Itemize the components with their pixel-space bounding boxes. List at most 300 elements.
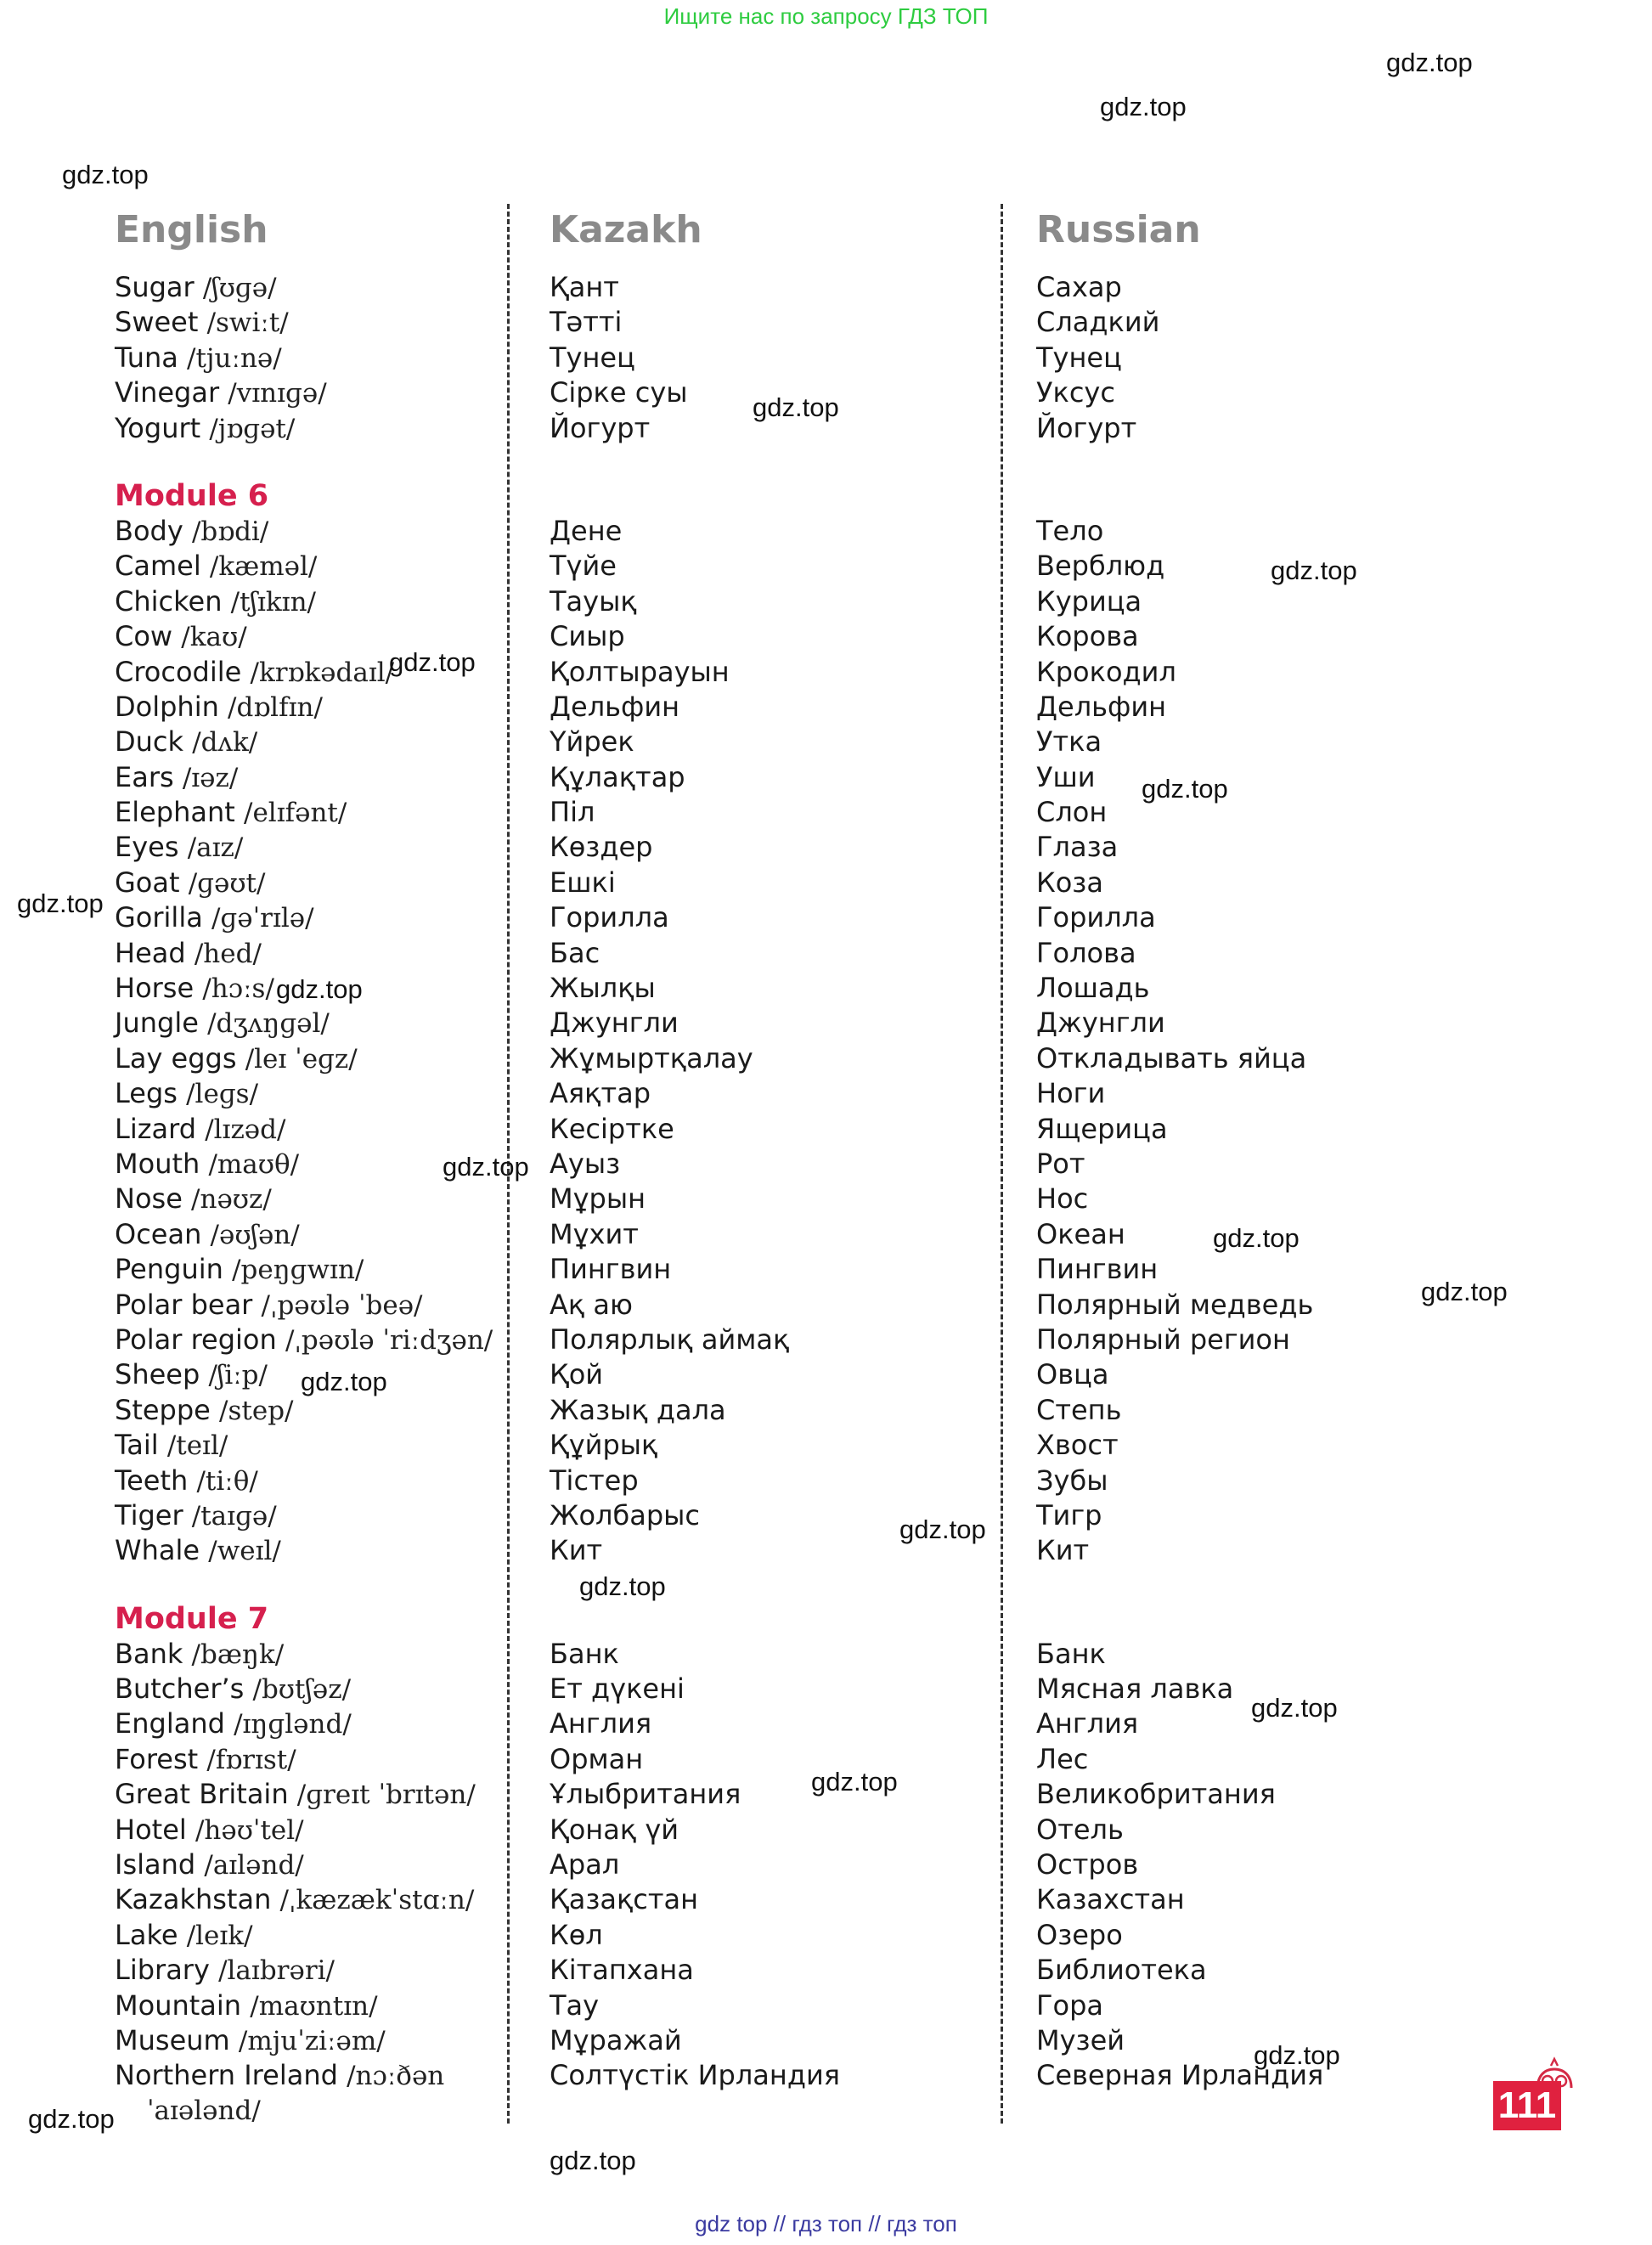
module-heading: Module 6 bbox=[115, 478, 269, 513]
word-separator bbox=[198, 306, 206, 338]
english-entry bbox=[115, 1672, 514, 1706]
word-separator bbox=[172, 620, 181, 652]
english-transcription: /ɡəˈrɪlə/ bbox=[211, 903, 314, 934]
watermark: gdz.top bbox=[62, 160, 149, 189]
english-transcription: /həʊˈtel/ bbox=[195, 1814, 304, 1846]
english-transcription: /ɪŋɡlənd/ bbox=[234, 1709, 352, 1740]
russian-word: Отель bbox=[1036, 1813, 1124, 1846]
english-entry bbox=[115, 411, 514, 446]
english-transcription: /mjuˈziːəm/ bbox=[238, 2025, 386, 2056]
russian-word: Овца bbox=[1036, 1358, 1109, 1391]
module-heading-spacer bbox=[1036, 478, 1512, 514]
english-word: Kazakhstan bbox=[115, 1883, 272, 1916]
english-word: Vinegar bbox=[115, 376, 220, 409]
kazakh-word: Қой bbox=[550, 1358, 604, 1391]
russian-word: Горилла bbox=[1036, 901, 1156, 934]
russian-word: Океан bbox=[1036, 1217, 1125, 1250]
english-word: Hotel bbox=[115, 1813, 187, 1846]
english-transcription: /ɪəz/ bbox=[182, 762, 239, 793]
english-entry bbox=[115, 1498, 514, 1533]
word-separator bbox=[338, 2059, 347, 2091]
english-entry bbox=[115, 866, 514, 900]
kazakh-word: Үйрек bbox=[550, 725, 634, 759]
english-word: Camel bbox=[115, 550, 201, 583]
watermark: gdz.top bbox=[579, 1571, 666, 1601]
russian-word: Глаза bbox=[1036, 831, 1119, 864]
kazakh-word: Тістер bbox=[550, 1464, 639, 1497]
section-gap bbox=[1036, 446, 1512, 478]
english-word: Great Britain bbox=[115, 1778, 289, 1811]
kazakh-word: Тәтті bbox=[550, 306, 623, 339]
english-transcription: /teɪl/ bbox=[166, 1430, 228, 1462]
bottom-links[interactable]: gdz top // гдз топ // гдз топ bbox=[695, 2211, 957, 2237]
word-separator bbox=[200, 1534, 208, 1566]
russian-word: Крокодил bbox=[1036, 655, 1176, 688]
russian-word: Джунгли bbox=[1036, 1007, 1165, 1040]
english-transcription: /dɒlfɪn/ bbox=[228, 691, 323, 723]
english-transcription: /dʒʌŋɡəl/ bbox=[207, 1008, 330, 1040]
russian-header: Russian bbox=[1036, 208, 1201, 251]
english-transcription: /laɪbrəri/ bbox=[218, 1955, 335, 1987]
kazakh-word: Көздер bbox=[550, 831, 653, 864]
english-entry bbox=[115, 1813, 514, 1847]
english-word: Goat bbox=[115, 866, 180, 899]
module-heading-spacer bbox=[550, 1601, 991, 1637]
english-transcription: /bæŋk/ bbox=[191, 1639, 285, 1670]
english-word: Jungle bbox=[115, 1007, 199, 1040]
english-entry bbox=[115, 1323, 514, 1357]
english-entry bbox=[115, 1988, 514, 2023]
english-entry bbox=[115, 1637, 514, 1672]
english-word: Cow bbox=[115, 620, 173, 653]
watermark: gdz.top bbox=[1213, 1223, 1300, 1253]
kazakh-word: Солтүстік Ирландия bbox=[550, 2059, 840, 2092]
english-word: Northern Ireland bbox=[115, 2059, 338, 2092]
english-word: Whale bbox=[115, 1534, 200, 1567]
word-separator bbox=[244, 1672, 252, 1705]
word-separator bbox=[195, 1848, 204, 1881]
english-word: Nose bbox=[115, 1182, 183, 1216]
english-entry bbox=[115, 305, 514, 340]
english-word: Sheep bbox=[115, 1358, 200, 1391]
english-transcription: /aɪz/ bbox=[187, 832, 244, 864]
russian-word: Остров bbox=[1036, 1848, 1139, 1881]
russian-word: Сладкий bbox=[1036, 306, 1160, 339]
english-entry bbox=[115, 1076, 514, 1111]
kazakh-word: Көл bbox=[550, 1918, 603, 1951]
russian-word: Степь bbox=[1036, 1393, 1122, 1426]
kazakh-word: Тауық bbox=[550, 584, 637, 618]
kazakh-word: Ауыз bbox=[550, 1147, 621, 1180]
russian-word: Лошадь bbox=[1036, 972, 1150, 1005]
kazakh-word: Мұхит bbox=[550, 1217, 639, 1250]
kazakh-word: Түйе bbox=[550, 550, 617, 583]
kazakh-word: Орман bbox=[550, 1742, 644, 1775]
english-entry bbox=[115, 1777, 514, 1812]
russian-word: Северная Ирландия bbox=[1036, 2059, 1324, 2092]
watermark: gdz.top bbox=[1254, 2040, 1340, 2070]
word-separator bbox=[159, 1429, 167, 1461]
column-divider-right bbox=[1001, 204, 1003, 2124]
watermark: gdz.top bbox=[550, 2146, 636, 2175]
english-transcription: /peŋɡwɪn/ bbox=[232, 1255, 364, 1286]
kazakh-word: Аяқтар bbox=[550, 1077, 651, 1110]
russian-word: Йогурт bbox=[1036, 411, 1137, 444]
english-word: Ears bbox=[115, 760, 174, 793]
russian-word: Уши bbox=[1036, 760, 1096, 793]
english-word: Elephant bbox=[115, 796, 235, 829]
russian-word: Рот bbox=[1036, 1147, 1085, 1180]
english-word: Legs bbox=[115, 1077, 178, 1110]
section-gap bbox=[115, 1569, 514, 1601]
english-entry bbox=[115, 936, 514, 971]
english-entry bbox=[115, 1533, 514, 1568]
english-word: Chicken bbox=[115, 584, 223, 618]
word-separator bbox=[200, 412, 209, 444]
watermark: gdz.top bbox=[1251, 1693, 1338, 1723]
section-gap bbox=[550, 446, 991, 478]
english-transcription: /leɪk/ bbox=[186, 1920, 253, 1951]
watermark: gdz.top bbox=[28, 2104, 115, 2134]
english-transcription: /tʃɪkɪn/ bbox=[230, 586, 316, 618]
watermark: gdz.top bbox=[276, 974, 363, 1004]
kazakh-word: Қант bbox=[550, 271, 619, 303]
kazakh-word: Горилла bbox=[550, 901, 669, 934]
word-separator bbox=[223, 1253, 232, 1285]
top-banner[interactable]: Ищите нас по запросу ГДЗ ТОП bbox=[663, 3, 989, 29]
english-entry bbox=[115, 830, 514, 865]
word-separator bbox=[186, 937, 195, 969]
word-separator bbox=[252, 1289, 261, 1321]
module-heading: Module 7 bbox=[115, 1601, 269, 1636]
kazakh-header: Kazakh bbox=[550, 208, 702, 251]
russian-word: Зубы bbox=[1036, 1464, 1108, 1497]
english-word: Tail bbox=[115, 1429, 159, 1462]
word-separator bbox=[174, 761, 183, 793]
word-separator bbox=[211, 1394, 219, 1426]
kazakh-word: Дене bbox=[550, 514, 623, 547]
word-separator bbox=[219, 376, 228, 409]
english-transcription: /leɡs/ bbox=[186, 1079, 259, 1110]
watermark: gdz.top bbox=[899, 1515, 986, 1544]
english-word: England bbox=[115, 1707, 225, 1740]
russian-word: Мясная лавка bbox=[1036, 1672, 1234, 1706]
word-separator bbox=[230, 2024, 239, 2056]
english-entry bbox=[115, 2058, 514, 2093]
word-separator bbox=[180, 866, 189, 899]
russian-word: Дельфин bbox=[1036, 690, 1167, 723]
russian-word: Верблюд bbox=[1036, 550, 1165, 583]
english-transcription: /ˌkæzækˈstɑːn/ bbox=[279, 1885, 475, 1916]
english-transcription: /ʃiːp/ bbox=[208, 1360, 268, 1391]
english-transcription: /bʊtʃəz/ bbox=[252, 1674, 352, 1706]
word-separator bbox=[183, 515, 192, 547]
english-word: Sweet bbox=[115, 306, 199, 339]
english-entry bbox=[115, 1706, 514, 1741]
english-entry bbox=[115, 1882, 514, 1917]
english-transcription: /fɒrɪst/ bbox=[206, 1744, 296, 1775]
kazakh-word: Пингвин bbox=[550, 1253, 672, 1286]
english-entry bbox=[115, 1217, 514, 1252]
english-word: Teeth bbox=[115, 1464, 189, 1497]
russian-word: Банк bbox=[1036, 1637, 1106, 1670]
english-transcription: /ɡəʊt/ bbox=[188, 867, 266, 899]
english-transcription: /swiːt/ bbox=[206, 307, 289, 339]
russian-word: Уксус bbox=[1036, 376, 1115, 409]
kazakh-word: Полярлық аймақ bbox=[550, 1323, 790, 1356]
english-word: Bank bbox=[115, 1637, 183, 1670]
word-separator bbox=[271, 1883, 279, 1915]
english-entry bbox=[115, 725, 514, 759]
watermark: gdz.top bbox=[301, 1367, 387, 1396]
kazakh-word: Арал bbox=[550, 1848, 620, 1881]
kazakh-word: Дельфин bbox=[550, 690, 680, 723]
english-transcription: /tjuːnə/ bbox=[187, 342, 282, 374]
word-separator bbox=[183, 1499, 192, 1531]
english-entry bbox=[115, 549, 514, 584]
english-entry bbox=[115, 2023, 514, 2058]
russian-word: Англия bbox=[1036, 1707, 1139, 1740]
english-transcription: /ʃʊɡə/ bbox=[202, 273, 277, 303]
english-transcription: /taɪɡə/ bbox=[191, 1500, 277, 1531]
english-transcription: /ˌpəʊlə ˈriːdʒən/ bbox=[285, 1324, 493, 1356]
english-word-list bbox=[115, 270, 514, 2129]
english-transcription: /tiːθ/ bbox=[196, 1465, 258, 1497]
russian-word: Гора bbox=[1036, 1988, 1104, 2022]
english-word: Dolphin bbox=[115, 690, 219, 723]
english-entry bbox=[115, 514, 514, 549]
english-entry bbox=[115, 1182, 514, 1216]
english-word: Eyes bbox=[115, 831, 179, 864]
russian-word: Коза bbox=[1036, 866, 1103, 899]
english-transcription: /vɪnɪɡə/ bbox=[228, 378, 327, 409]
english-word: Horse bbox=[115, 972, 195, 1005]
english-word: Lizard bbox=[115, 1112, 197, 1145]
word-separator bbox=[183, 725, 192, 758]
russian-word: Ноги bbox=[1036, 1077, 1106, 1110]
kazakh-word: Ақ аю bbox=[550, 1288, 633, 1321]
english-word: Museum bbox=[115, 2023, 230, 2056]
kazakh-word: Ешкі bbox=[550, 866, 616, 899]
section-gap bbox=[1036, 1569, 1512, 1601]
english-entry bbox=[115, 1393, 514, 1428]
russian-word: Утка bbox=[1036, 725, 1102, 759]
english-word: Lay eggs bbox=[115, 1041, 237, 1075]
word-separator bbox=[201, 1218, 210, 1250]
word-separator bbox=[201, 550, 210, 582]
word-separator bbox=[199, 1007, 207, 1039]
english-entry bbox=[115, 1252, 514, 1287]
english-transcription: /hɔːs/ bbox=[202, 973, 274, 1005]
kazakh-word: Қолтырауын bbox=[550, 655, 730, 688]
kazakh-word: Англия bbox=[550, 1707, 652, 1740]
word-separator bbox=[194, 972, 202, 1004]
word-separator bbox=[203, 901, 211, 934]
english-entry bbox=[115, 584, 514, 619]
english-entry bbox=[115, 1288, 514, 1323]
english-transcription: /ˌpəʊlə ˈbeə/ bbox=[261, 1289, 423, 1321]
english-transcription: /kaʊ/ bbox=[181, 622, 247, 653]
kazakh-word: Жолбарыс bbox=[550, 1498, 701, 1531]
english-word: Head bbox=[115, 936, 186, 969]
word-separator bbox=[183, 1182, 191, 1215]
english-word: Duck bbox=[115, 725, 184, 759]
russian-word: Откладывать яйца bbox=[1036, 1041, 1307, 1075]
english-transcription: /kæməl/ bbox=[209, 551, 318, 583]
word-separator bbox=[225, 1707, 234, 1740]
kazakh-word: Ұлыбритания bbox=[550, 1778, 741, 1811]
russian-word: Полярный медведь bbox=[1036, 1288, 1314, 1321]
word-separator bbox=[195, 271, 203, 303]
russian-word: Тело bbox=[1036, 514, 1104, 547]
module-heading-spacer bbox=[1036, 1601, 1512, 1637]
russian-word: Казахстан bbox=[1036, 1883, 1185, 1916]
kazakh-word: Кесіртке bbox=[550, 1112, 674, 1145]
word-separator bbox=[183, 1638, 191, 1670]
kazakh-word: Джунгли bbox=[550, 1007, 679, 1040]
english-entry bbox=[115, 1464, 514, 1498]
word-separator bbox=[196, 1113, 205, 1145]
russian-word: Слон bbox=[1036, 796, 1108, 829]
watermark: gdz.top bbox=[1271, 556, 1357, 585]
english-word: Lake bbox=[115, 1918, 178, 1951]
page-number: 111 bbox=[1493, 2081, 1561, 2130]
english-word: Polar region bbox=[115, 1323, 277, 1356]
kazakh-word: Жылқы bbox=[550, 972, 656, 1005]
english-word: Butcher’s bbox=[115, 1672, 245, 1706]
watermark: gdz.top bbox=[1421, 1277, 1508, 1306]
english-entry bbox=[115, 1041, 514, 1076]
russian-word: Корова bbox=[1036, 620, 1139, 653]
english-transcription: /hed/ bbox=[194, 938, 262, 969]
watermark: gdz.top bbox=[1386, 48, 1473, 77]
russian-word-list bbox=[1036, 270, 1512, 2094]
kazakh-word: Мұрын bbox=[550, 1182, 646, 1216]
russian-word: Лес bbox=[1036, 1742, 1089, 1775]
word-separator bbox=[219, 691, 228, 723]
english-transcription: /nɔːðən bbox=[347, 2061, 445, 2092]
english-transcription: /weɪl/ bbox=[208, 1536, 281, 1567]
kazakh-word: Жазық дала bbox=[550, 1393, 726, 1426]
russian-word: Озеро bbox=[1036, 1918, 1123, 1951]
english-word: Ocean bbox=[115, 1217, 202, 1250]
russian-word: Великобритания bbox=[1036, 1778, 1276, 1811]
kazakh-word: Құйрық bbox=[550, 1429, 658, 1462]
russian-word: Ящерица bbox=[1036, 1112, 1168, 1145]
russian-word: Хвост bbox=[1036, 1429, 1119, 1462]
russian-column bbox=[1036, 204, 1512, 2094]
english-transcription: /maʊθ/ bbox=[208, 1148, 300, 1180]
english-transcription: /lɪzəd/ bbox=[205, 1114, 286, 1145]
english-transcription: /dʌk/ bbox=[192, 727, 258, 759]
russian-word: Пингвин bbox=[1036, 1253, 1159, 1286]
english-word: Forest bbox=[115, 1742, 199, 1775]
english-entry bbox=[115, 690, 514, 725]
word-separator bbox=[237, 1042, 245, 1075]
russian-word: Курица bbox=[1036, 584, 1142, 618]
watermark: gdz.top bbox=[389, 647, 476, 677]
english-transcription: /krɒkədaɪl/ bbox=[250, 657, 395, 688]
english-word: Mountain bbox=[115, 1988, 242, 2022]
english-transcription-continuation: ˈaɪələnd/ bbox=[147, 2095, 261, 2126]
watermark: gdz.top bbox=[753, 392, 839, 422]
english-word: Crocodile bbox=[115, 655, 242, 688]
word-separator bbox=[200, 1148, 208, 1180]
russian-word: Полярный регион bbox=[1036, 1323, 1290, 1356]
kazakh-word: Піл bbox=[550, 796, 595, 829]
watermark: gdz.top bbox=[1142, 774, 1228, 804]
english-entry bbox=[115, 1847, 514, 1882]
kazakh-word: Жұмыртқалау bbox=[550, 1041, 753, 1075]
english-transcription: /ɡreɪt ˈbrɪtən/ bbox=[296, 1780, 476, 1811]
word-separator bbox=[200, 1358, 208, 1390]
english-entry bbox=[115, 270, 514, 305]
kazakh-word: Ет дүкені bbox=[550, 1672, 685, 1706]
english-word: Gorilla bbox=[115, 901, 203, 934]
english-entry bbox=[115, 795, 514, 830]
kazakh-word: Бас bbox=[550, 936, 600, 969]
kazakh-word: Қонақ үй bbox=[550, 1813, 679, 1846]
english-word: Tuna bbox=[115, 341, 178, 374]
watermark: gdz.top bbox=[17, 888, 104, 918]
kazakh-word-list bbox=[550, 270, 991, 2094]
english-word: Steppe bbox=[115, 1393, 211, 1426]
watermark: gdz.top bbox=[811, 1767, 898, 1797]
kazakh-word: Тау bbox=[550, 1988, 600, 2022]
english-entry bbox=[115, 900, 514, 935]
english-word: Tiger bbox=[115, 1498, 183, 1531]
english-transcription: /jɒɡət/ bbox=[209, 413, 296, 444]
russian-word: Нос bbox=[1036, 1182, 1089, 1216]
word-separator bbox=[289, 1778, 297, 1810]
watermark: gdz.top bbox=[1100, 92, 1187, 121]
kazakh-word: Сиыр bbox=[550, 620, 625, 653]
word-separator bbox=[210, 1954, 218, 1986]
word-separator bbox=[178, 1919, 187, 1951]
english-transcription: /step/ bbox=[219, 1395, 294, 1426]
kazakh-word: Қазақстан bbox=[550, 1883, 699, 1916]
word-separator bbox=[179, 831, 188, 863]
kazakh-word: Банк bbox=[550, 1637, 619, 1670]
english-word: Mouth bbox=[115, 1147, 200, 1180]
word-separator bbox=[222, 585, 230, 618]
kazakh-word: Кітапхана bbox=[550, 1954, 694, 1987]
russian-word: Сахар bbox=[1036, 271, 1122, 303]
english-transcription: /maʊntɪn/ bbox=[250, 1990, 378, 2022]
word-separator bbox=[178, 341, 187, 374]
russian-word: Музей bbox=[1036, 2023, 1125, 2056]
english-word: Penguin bbox=[115, 1253, 223, 1286]
kazakh-word: Сірке суы bbox=[550, 376, 688, 409]
english-entry bbox=[115, 1006, 514, 1041]
english-word: Island bbox=[115, 1848, 196, 1881]
kazakh-word: Тунец bbox=[550, 341, 635, 374]
russian-word: Голова bbox=[1036, 936, 1136, 969]
kazakh-word: Мұражай bbox=[550, 2023, 682, 2056]
word-separator bbox=[277, 1323, 285, 1356]
word-separator bbox=[241, 1989, 250, 2022]
word-separator bbox=[188, 1464, 196, 1497]
english-transcription: /leɪ ˈeɡz/ bbox=[245, 1043, 358, 1075]
word-separator bbox=[235, 796, 244, 828]
english-entry bbox=[115, 1953, 514, 1988]
english-entry bbox=[115, 341, 514, 375]
kazakh-word: Йогурт bbox=[550, 411, 651, 444]
kazakh-word: Құлақтар bbox=[550, 760, 685, 793]
russian-word: Библиотека bbox=[1036, 1954, 1207, 1987]
word-separator bbox=[198, 1743, 206, 1775]
section-gap bbox=[115, 446, 514, 478]
